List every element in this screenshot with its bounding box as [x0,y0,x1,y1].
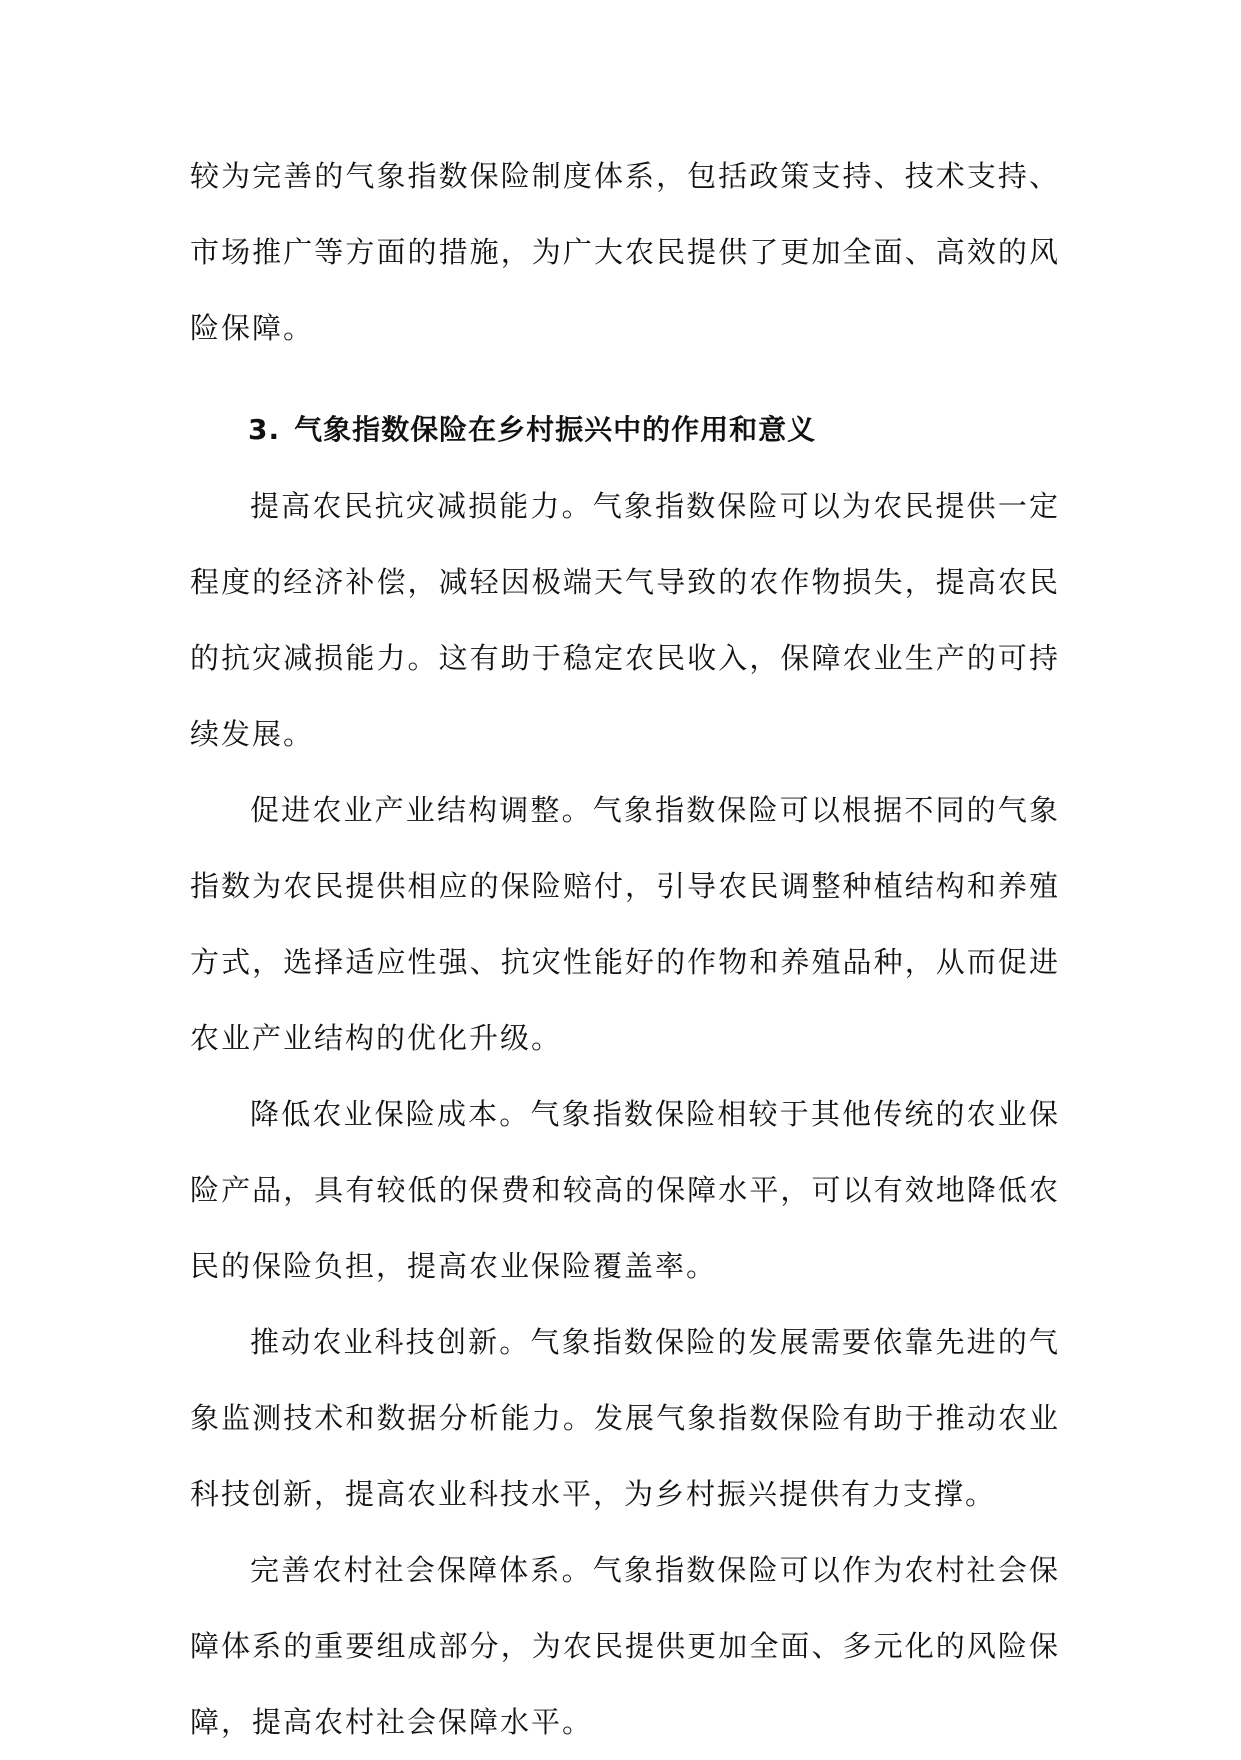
paragraph-disaster-resilience: 提高农民抗灾减损能力。气象指数保险可以为农民提供一定程度的经济补偿，减轻因极端天气导致的农作物损失，提高农民的抗灾减损能力。这有助于稳定农民收入，保障农业生产的可持续发展。 [190,489,1060,751]
section-title: 气象指数保险在乡村振兴中的作用和意义 [294,413,817,446]
paragraph-industry-structure: 促进农业产业结构调整。气象指数保险可以根据不同的气象指数为农民提供相应的保险赔付，引导农民调整种植结构和养殖方式，选择适应性强、抗灾性能好的作物和养殖品种，从而促进农业产业结构的优化升级。 [190,793,1060,1055]
paragraph-continuation: 较为完善的气象指数保险制度体系，包括政策支持、技术支持、市场推广等方面的措施，为广大农民提供了更加全面、高效的风险保障。 [190,159,1060,345]
paragraph-social-security: 完善农村社会保障体系。气象指数保险可以作为农村社会保障体系的重要组成部分，为农民提供更加全面、多元化的风险保障，提高农村社会保障水平。 [190,1553,1060,1739]
paragraph-tech-innovation: 推动农业科技创新。气象指数保险的发展需要依靠先进的气象监测技术和数据分析能力。发展气象指数保险有助于推动农业科技创新，提高农业科技水平，为乡村振兴提供有力支撑。 [190,1325,1060,1511]
paragraph-insurance-cost: 降低农业保险成本。气象指数保险相较于其他传统的农业保险产品，具有较低的保费和较高的保障水平，可以有效地降低农民的保险负担，提高农业保险覆盖率。 [190,1097,1060,1283]
document-body [190,138,1060,1760]
section-number: 3. [248,413,281,446]
section-heading [190,392,1060,468]
